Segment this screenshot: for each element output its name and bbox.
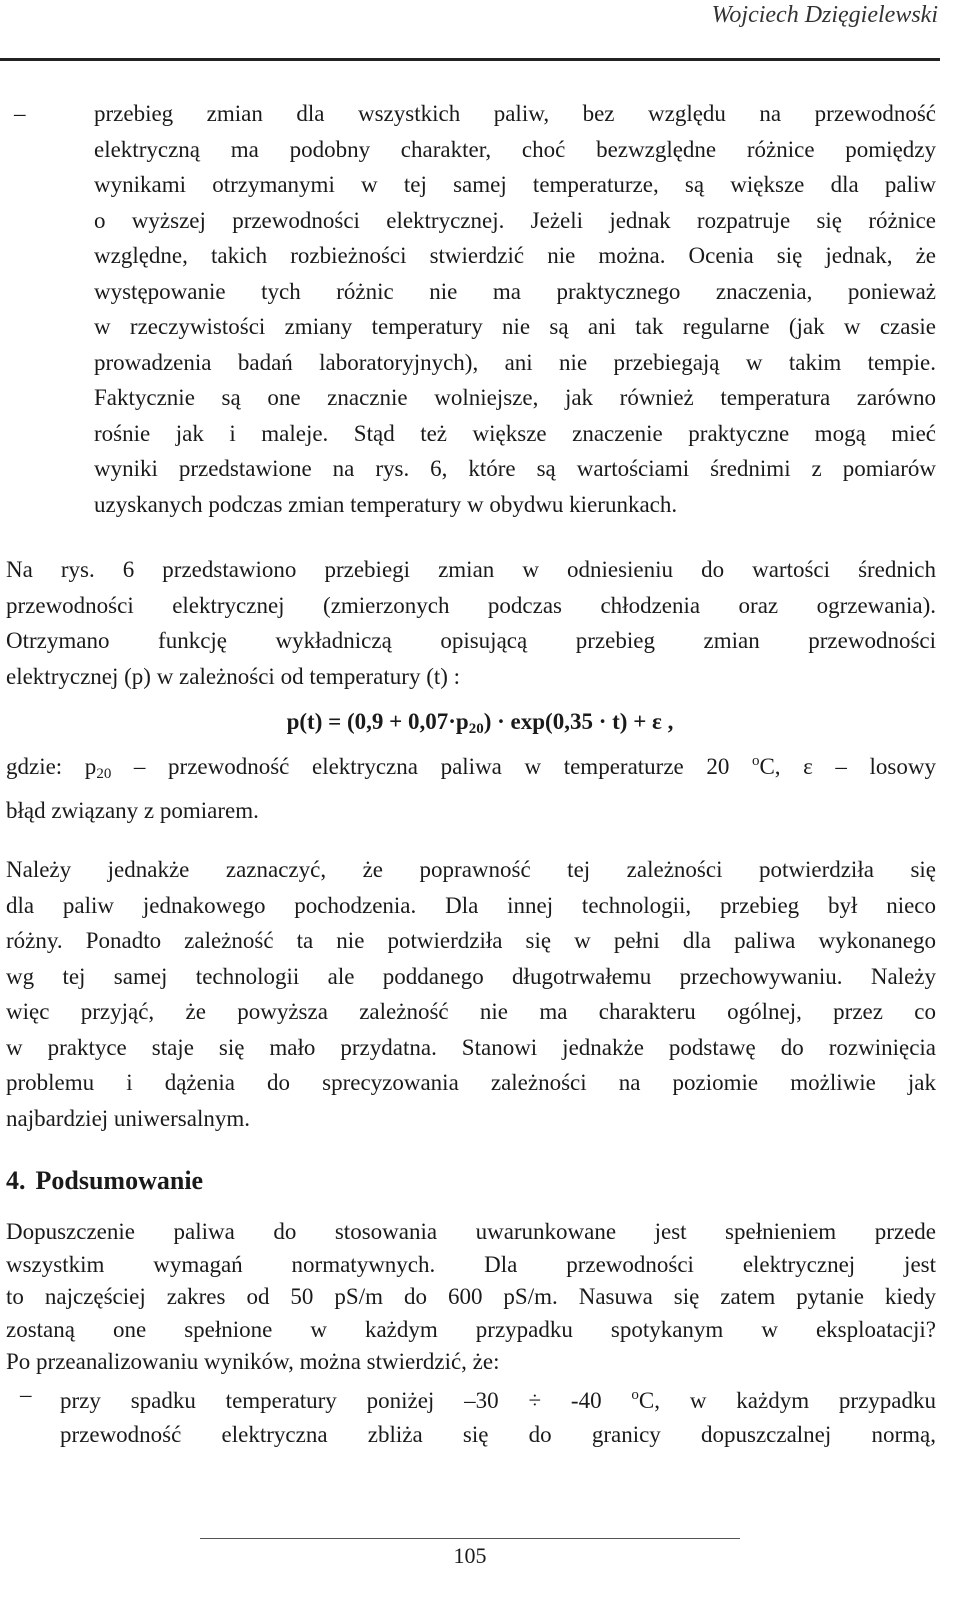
text-line: to najczęściej zakres od 50 pS/m do 600 pS/m. Nasuwa się zatem pytanie kiedy — [6, 1284, 936, 1309]
text-line: najbardziej uniwersalnym. — [6, 1105, 250, 1131]
text-line: przewodności elektrycznej (zmierzonych podczas chłodzenia oraz ogrzewania). — [6, 592, 936, 618]
text-line — [60, 1378, 936, 1418]
bullet-dash: – — [14, 101, 26, 126]
text-line: w praktyce staje się mało przydatna. Stanowi jednakże podstawę do rozwinięcia — [6, 1034, 936, 1060]
text-line: o wyższej przewodności elektrycznej. Jeżeli jednak rozpatruje się różnice — [94, 207, 936, 233]
section-heading — [6, 1166, 203, 1196]
text-line: błąd związany z pomiarem. — [6, 797, 259, 823]
text-line: występowanie tych różnic nie ma praktycznego znaczenia, ponieważ — [94, 278, 936, 304]
text-line: względne, takich rozbieżności stwierdzić nie można. Ocenia się jednak, że — [94, 243, 936, 268]
text-line: różny. Ponadto zależność ta nie potwierdziła się w pełni dla paliwa wykonanego — [6, 928, 936, 953]
text-line: wg tej samej technologii ale poddanego długotrwałemu przechowywaniu. Należy — [6, 963, 936, 989]
text-line: dla paliw jednakowego pochodzenia. Dla innej technologii, przebieg był nieco — [6, 892, 936, 918]
text-line: elektrycznej (p) w zależności od temperatury (t) : — [6, 663, 461, 689]
formula — [0, 704, 960, 747]
paragraph-1 — [6, 552, 936, 694]
paragraph-3 — [6, 1216, 936, 1379]
section-title: Podsumowanie — [35, 1166, 204, 1195]
bullet-text: C, w każdym przypadku — [638, 1388, 936, 1413]
text-line: Dopuszczenie paliwa do stosowania uwarunkowane jest spełnieniem przede — [6, 1219, 936, 1244]
paragraph-2 — [6, 852, 936, 1136]
text-line: wynikami otrzymanymi w tej samej temperaturze, są większe dla paliw — [94, 172, 936, 197]
text-line: Na rys. 6 przedstawiono przebiegi zmian w odniesieniu do wartości średnich — [6, 557, 936, 582]
text-line: zostaną one spełnione w każdym przypadku spotykanym w eksploatacji? — [6, 1316, 936, 1342]
formula-part-1: p(t) = (0,9 + 0,07·p — [286, 709, 469, 734]
text-line: elektryczną ma podobny charakter, choć bezwzględne różnice pomiędzy — [94, 136, 936, 162]
text-line: przebieg zmian dla wszystkich paliw, bez względu na przewodność — [94, 101, 936, 126]
formula-legend — [6, 744, 936, 828]
text-line: Otrzymano funkcję wykładniczą opisującą przebieg zmian przewodności — [6, 628, 936, 653]
text-line: w rzeczywistości zmiany temperatury nie są ani tak regularne (jak w czasie — [94, 314, 936, 339]
text-line: rośnie jak i maleje. Stąd też większe znaczenie praktyczne mogą mieć — [94, 420, 936, 446]
footer-rule — [200, 1538, 740, 1539]
text-line: wyniki przedstawione na rys. 6, które są wartościami średnimi z pomiarów — [94, 456, 936, 481]
section-number: 4. — [6, 1166, 26, 1195]
text-line: przewodność elektryczna zbliża się do granicy dopuszczalnej normą, — [60, 1422, 936, 1447]
text-line — [6, 744, 936, 793]
bullet-dash: – — [20, 1382, 32, 1407]
text-line: uzyskanych podczas zmian temperatury w obydwu kierunkach. — [94, 491, 678, 517]
header-rule — [0, 58, 940, 61]
text-line: Faktycznie są one znacznie wolniejsze, jak również temperatura zarówno — [94, 385, 936, 410]
header-author: Wojciech Dzięgielewski — [711, 2, 938, 28]
page-number: 105 — [453, 1543, 487, 1568]
degree-superscript: o — [631, 1387, 639, 1403]
text-line: prowadzenia badań laboratoryjnych), ani nie przebiegają w takim tempie. — [94, 349, 936, 375]
text-line: problemu i dążenia do sprecyzowania zależności na poziomie możliwie jak — [6, 1070, 936, 1095]
legend-text: gdzie: p — [6, 754, 97, 779]
bullet-text: przy spadku temperatury poniżej –30 ÷ -40 — [60, 1388, 632, 1413]
text-line: więc przyjąć, że powyższa zależność nie ma charakteru ogólnej, przez co — [6, 999, 936, 1024]
text-line: Po przeanalizowaniu wyników, można stwierdzić, że: — [6, 1349, 500, 1374]
legend-subscript: 20 — [96, 766, 112, 782]
legend-text: C, ε – losowy — [759, 754, 936, 779]
degree-superscript: o — [751, 753, 760, 769]
text-line: Należy jednakże zaznaczyć, że poprawność tej zależności potwierdziła się — [6, 857, 936, 882]
formula-part-2: ) · exp(0,35 · t) + ε , — [483, 709, 674, 734]
formula-subscript: 20 — [468, 721, 484, 737]
text-line: wszystkim wymagań normatywnych. Dla przewodności elektrycznej jest — [6, 1251, 936, 1277]
legend-text: – przewodność elektryczna paliwa w temperaturze 20 — [111, 754, 752, 779]
